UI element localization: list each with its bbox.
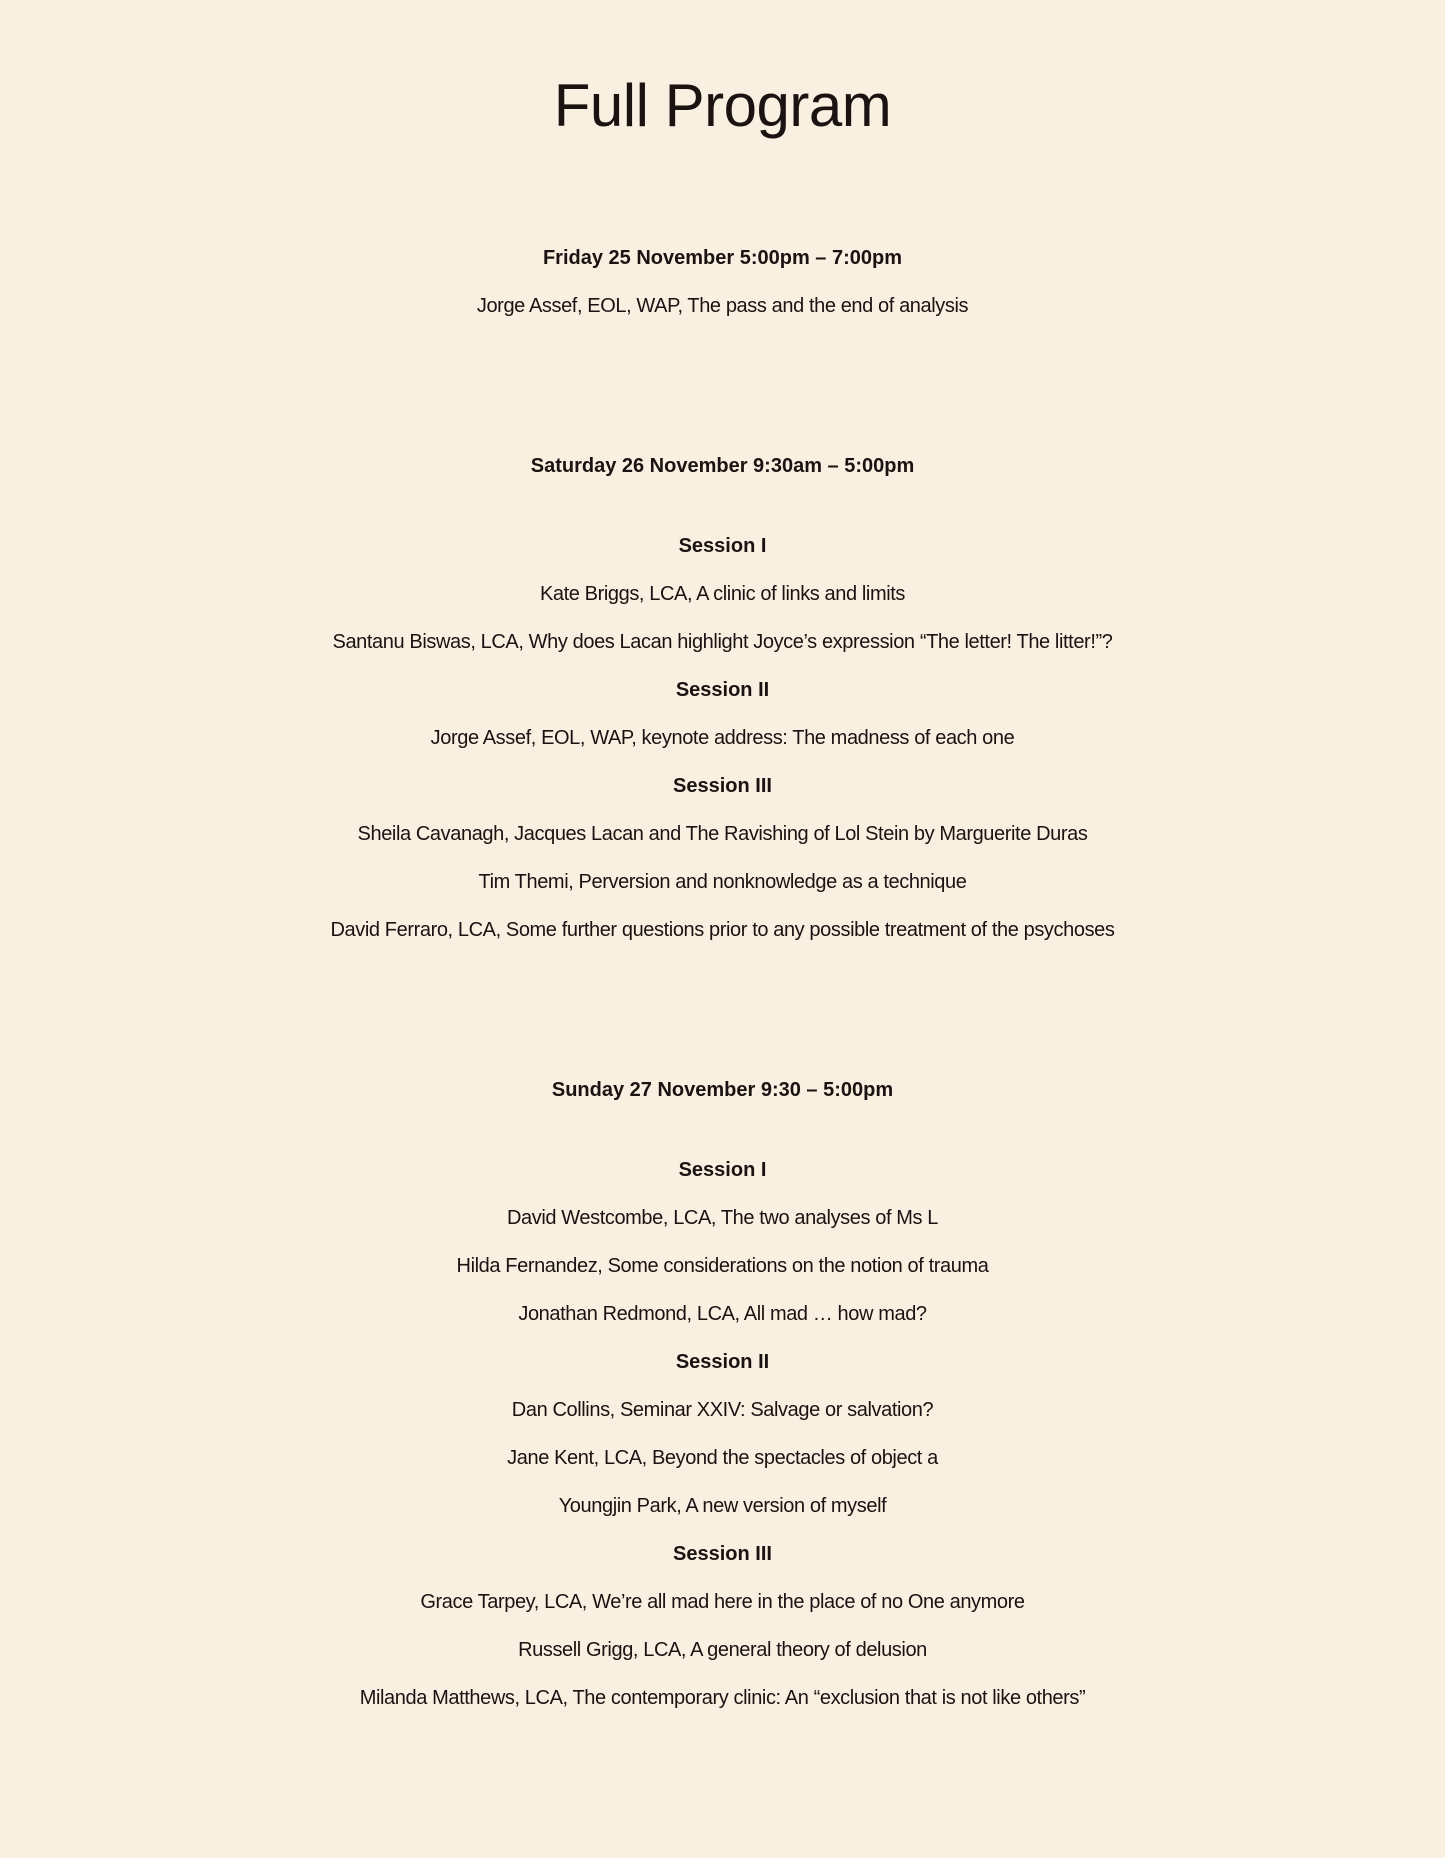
saturday-session-3-talk-2: Tim Themi, Perversion and nonknowledge as a technique: [478, 871, 967, 893]
friday-heading: Friday 25 November 5:00pm – 7:00pm: [542, 247, 903, 269]
friday-talk: Jorge Assef, EOL, WAP, The pass and the end of analysis: [476, 295, 969, 317]
saturday-session-3-talk-1: Sheila Cavanagh, Jacques Lacan and The Ravishing of Lol Stein by Marguerite Duras: [357, 823, 1088, 845]
sunday-session-1-talk-1: David Westcombe, LCA, The two analyses of Ms L: [506, 1207, 939, 1229]
saturday-session-1-talk-2: Santanu Biswas, LCA, Why does Lacan highlight Joyce’s expression “The letter! The litter!”?: [332, 631, 1113, 653]
saturday-session-2-heading: Session II: [675, 679, 770, 701]
sunday-session-3-talk-2: Russell Grigg, LCA, A general theory of delusion: [518, 1639, 927, 1661]
sunday-session-2-talk-2: Jane Kent, LCA, Beyond the spectacles of object a: [507, 1447, 938, 1469]
saturday-session-3-talk-3: David Ferraro, LCA, Some further questions prior to any possible treatment of the psychoses: [330, 919, 1115, 941]
saturday-session-1-heading: Session I: [678, 535, 767, 557]
sunday-session-3-heading: Session III: [673, 1543, 772, 1565]
sunday-heading: Sunday 27 November 9:30 – 5:00pm: [551, 1079, 894, 1101]
saturday-session-3-heading: Session III: [673, 775, 772, 797]
sunday-session-2-talk-1: Dan Collins, Seminar XXIV: Salvage or salvation?: [511, 1399, 934, 1421]
sunday-session-1-talk-2: Hilda Fernandez, Some considerations on the notion of trauma: [456, 1255, 989, 1277]
sunday-session-3-talk-3: Milanda Matthews, LCA, The contemporary clinic: An “exclusion that is not like others”: [359, 1687, 1086, 1709]
page-title: Full Program: [553, 72, 892, 139]
sunday-session-2-heading: Session II: [675, 1351, 770, 1373]
sunday-session-1-heading: Session I: [678, 1159, 767, 1181]
sunday-session-1-talk-3: Jonathan Redmond, LCA, All mad … how mad?: [518, 1303, 927, 1325]
saturday-session-2-talk-1: Jorge Assef, EOL, WAP, keynote address: The madness of each one: [430, 727, 1015, 749]
sunday-session-2-talk-3: Youngjin Park, A new version of myself: [558, 1495, 887, 1517]
sunday-session-3-talk-1: Grace Tarpey, LCA, We’re all mad here in the place of no One anymore: [420, 1591, 1025, 1613]
saturday-heading: Saturday 26 November 9:30am – 5:00pm: [530, 455, 915, 477]
saturday-session-1-talk-1: Kate Briggs, LCA, A clinic of links and limits: [539, 583, 906, 605]
